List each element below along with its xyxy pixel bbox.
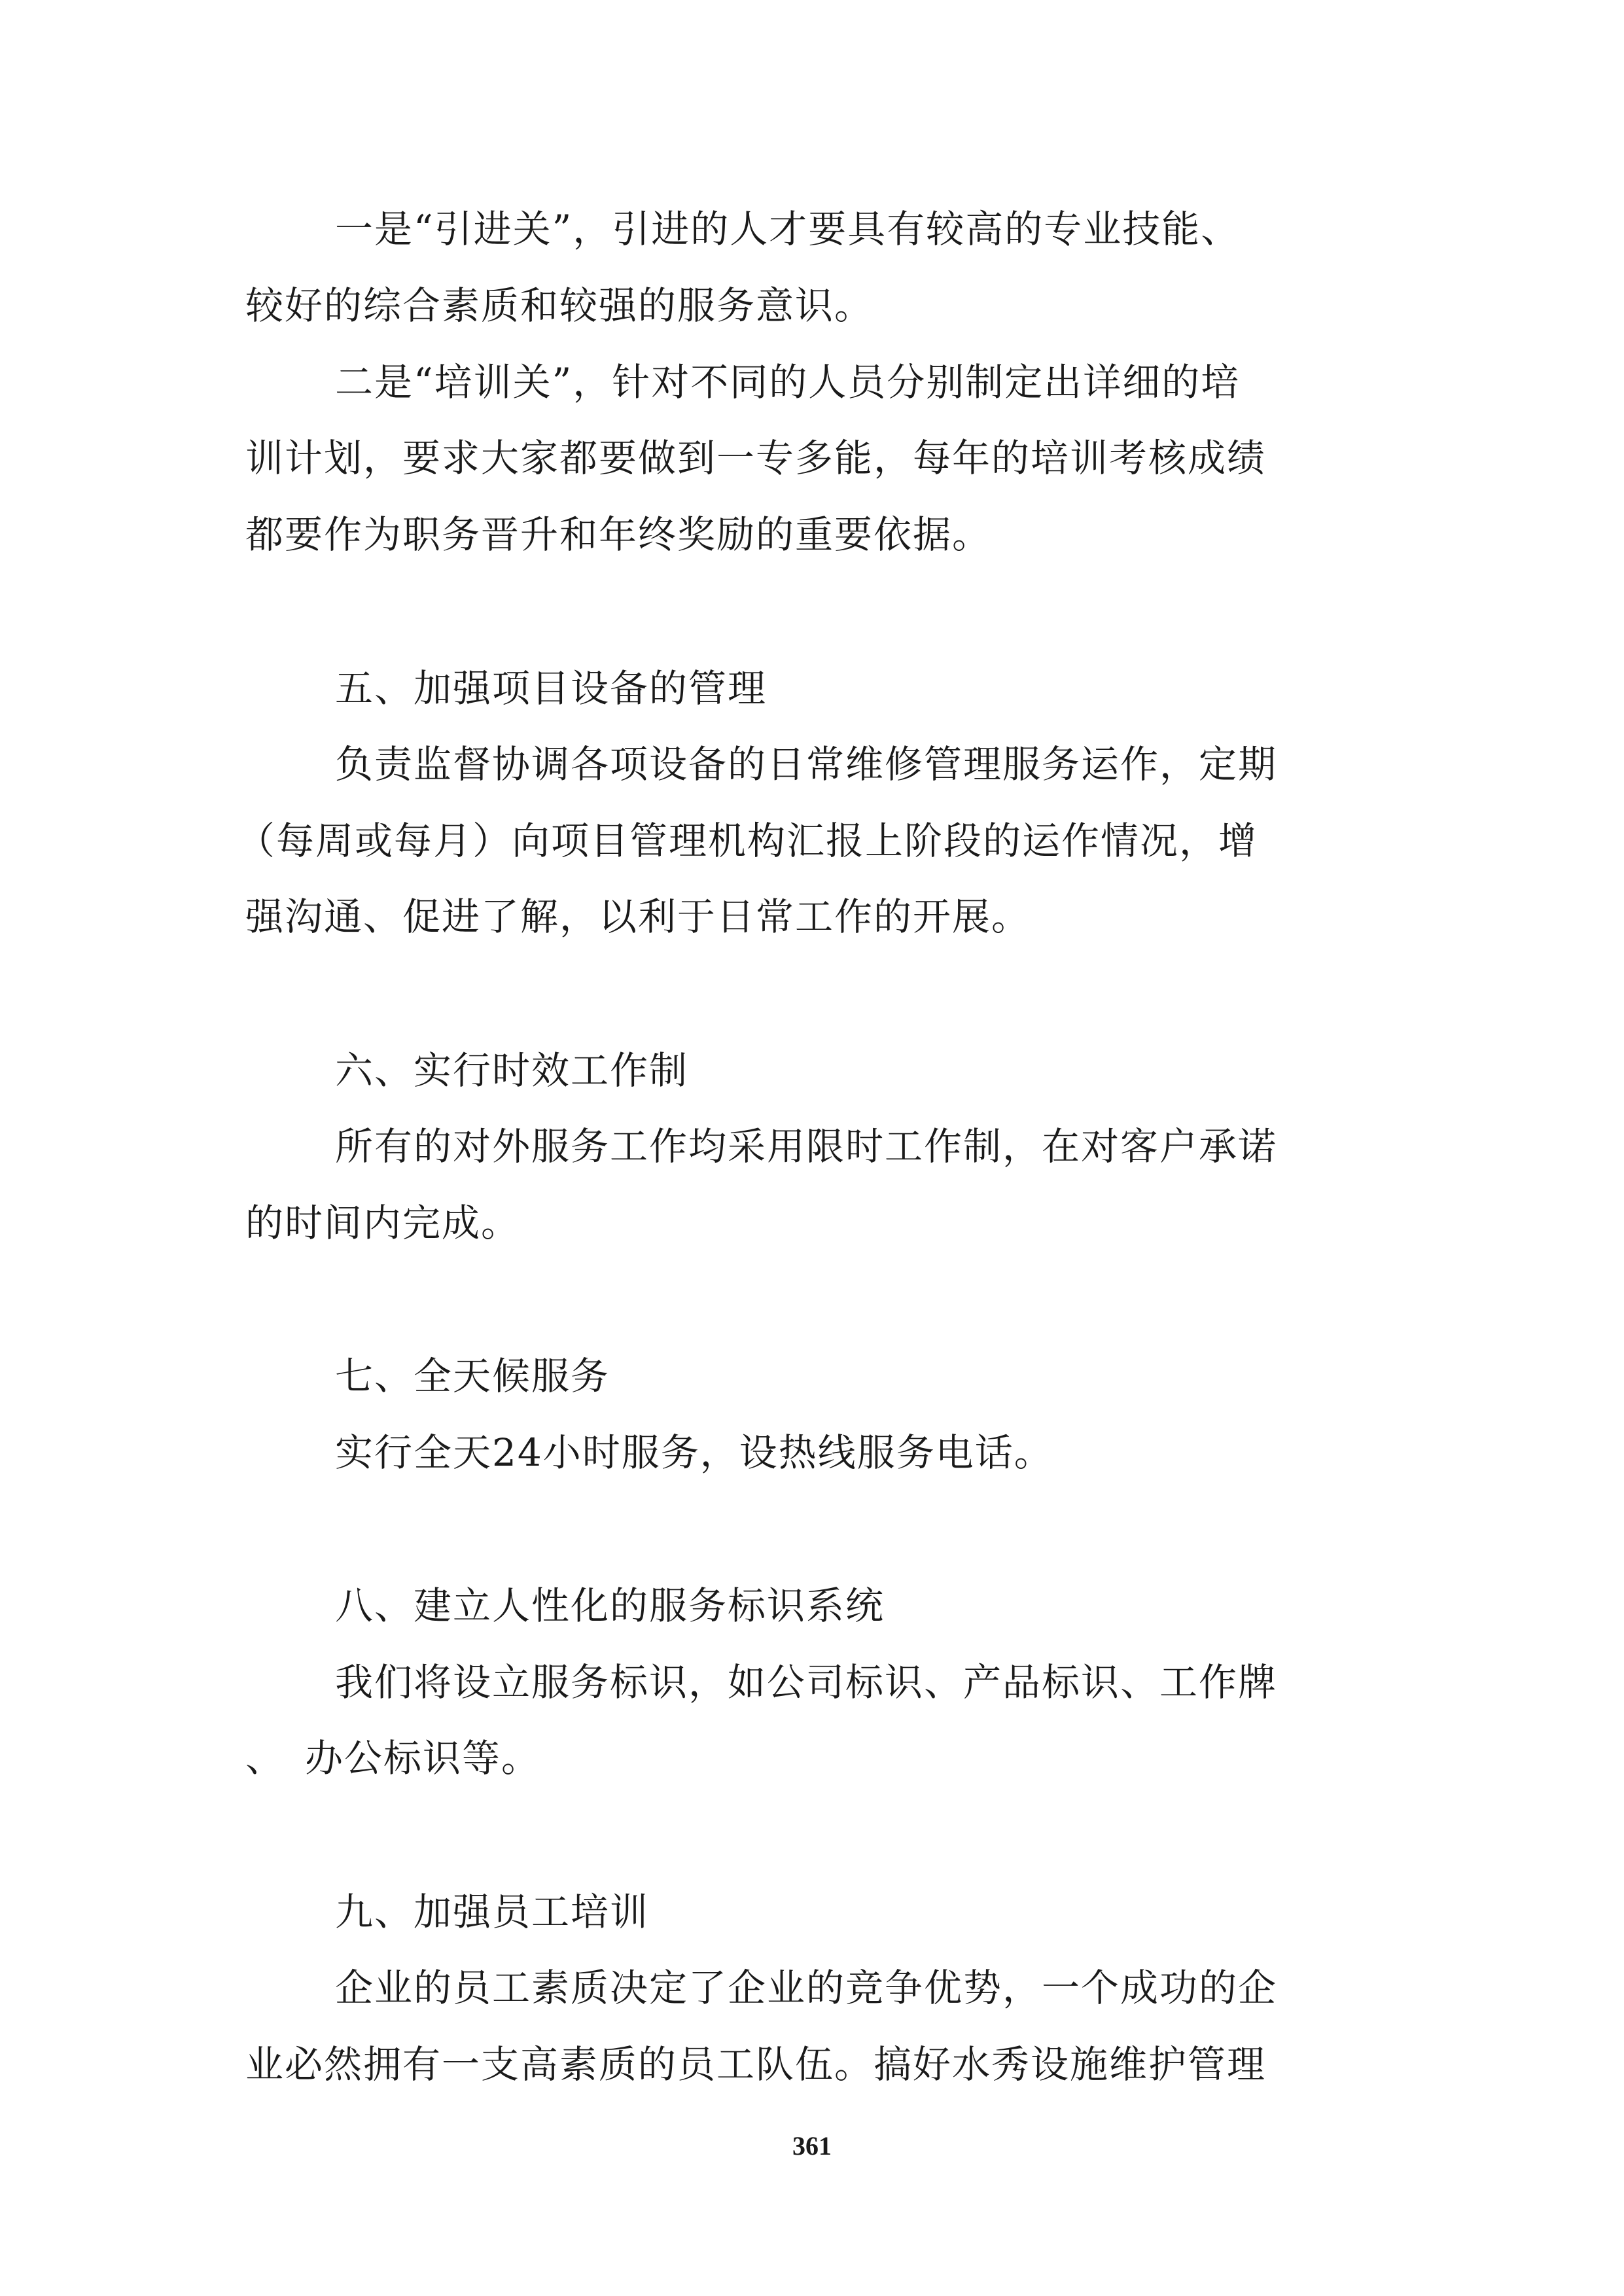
paragraph-line: 训计划，要求大家都要做到一专多能，每年的培训考核成绩	[245, 436, 1267, 480]
paragraph-line: 企业的员工素质决定了企业的竞争优势，一个成功的企	[335, 1966, 1278, 2010]
section-heading: 六、实行时效工作制	[335, 1048, 689, 1093]
paragraph-line: 一是“引进关”，引进的人才要具有较高的专业技能、	[335, 207, 1241, 251]
paragraph-line: 的时间内完成。	[245, 1201, 521, 1245]
paragraph-line: 业必然拥有一支高素质的员工队伍。搞好水秀设施维护管理	[245, 2042, 1267, 2087]
section-heading: 九、加强员工培训	[335, 1890, 650, 1934]
paragraph-line: 我们将设立服务标识，如公司标识、产品标识、工作牌	[335, 1660, 1278, 1704]
paragraph-line: 较好的综合素质和较强的服务意识。	[245, 283, 874, 328]
paragraph-line: 、 办公标识等。	[245, 1736, 541, 1780]
paragraph-line: （每周或每月）向项目管理机构汇报上阶段的运作情况，增	[237, 819, 1258, 863]
paragraph-line: 都要作为职务晋升和年终奖励的重要依据。	[245, 512, 992, 557]
paragraph-line: 所有的对外服务工作均采用限时工作制，在对客户承诺	[335, 1124, 1278, 1169]
paragraph-line: 实行全天24小时服务，设热线服务电话。	[335, 1430, 1053, 1475]
page-number: 361	[792, 2131, 832, 2161]
section-heading: 七、全天候服务	[335, 1354, 610, 1398]
paragraph-line: 强沟通、促进了解，以利于日常工作的开展。	[245, 894, 1031, 939]
section-heading: 八、建立人性化的服务标识系统	[335, 1583, 885, 1628]
section-heading: 五、加强项目设备的管理	[335, 666, 768, 711]
paragraph-line: 负责监督协调各项设备的日常维修管理服务运作，定期	[335, 742, 1278, 786]
paragraph-line: 二是“培训关”，针对不同的人员分别制定出详细的培	[335, 360, 1241, 404]
